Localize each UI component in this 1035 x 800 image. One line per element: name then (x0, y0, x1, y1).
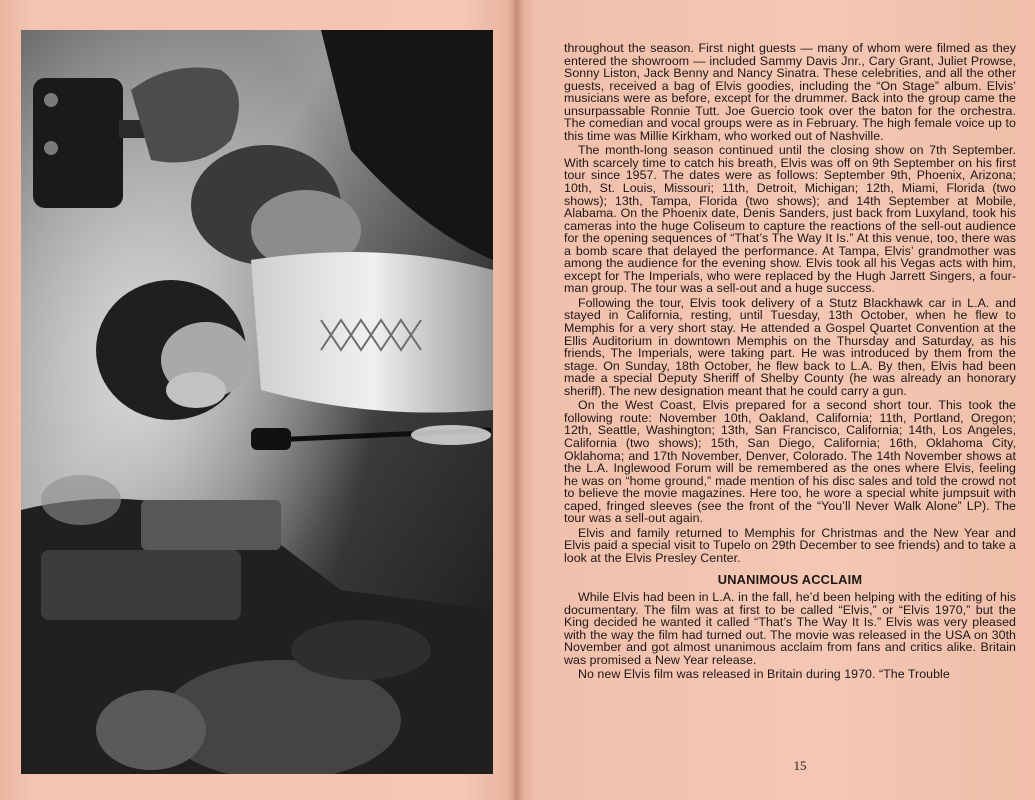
article-paragraph: On the West Coast, Elvis prepared for a second short tour. This took the following route: November 10th, Oakland, California; 11th, Portland, Oregon; 12th, Seattle, Washington; 13th, San Francisco, California; 14th, Los Angeles, California (two shows); 15th, San Diego, California; 16th, Oklahoma City, Oklahoma; and 17th November, Denver, Colorado. The 14th November shows at the L.A. Inglewood Forum will be remembered as the ones where Elvis, feeling he was on “home ground,” made mention of his disc sales and told the crowd not to believe the movie magazines. Here too, he wore a special white jumpsuit with caped, fringed sleeves (see the front of the “You’ll Never Walk Alone” LP). The tour was a sell-out again. (564, 398, 1016, 526)
section-heading: UNANIMOUS ACCLAIM (717, 572, 863, 588)
left-page (0, 0, 515, 800)
book-gutter (508, 0, 524, 800)
article-paragraph: Following the tour, Elvis took delivery of a Stutz Blackhawk car in L.A. and stayed in California, resting, until Tuesday, 13th October, when he flew to Memphis for a very short stay. He attended a Gospel Quartet Convention at the Ellis Auditorium in downtown Memphis on the Thursday and Saturday, as his friends, The Imperials, were taking part. He was introduced by them from the stage. On Sunday, 18th October, he flew back to L.A. By then, Elvis had been made a special Deputy Sheriff of Shelby County (he was already an honorary sheriff). The new designation meant that he could carry a gun. (564, 295, 1016, 398)
article-paragraph: While Elvis had been in L.A. in the fall, he’d been helping with the editing of his documentary. The film was at first to be called “Elvis,” or “Elvis 1970,” but the King decided he wanted it called “That’s The Way It Is.” Elvis was very pleased with the way the film had turned out. The movie was released in the USA on 30th November and got almost unanimous acclaim from fans and critics alike. Britain was promised a New Year release. (564, 589, 1016, 667)
article-paragraph: Elvis and family returned to Memphis for Christmas and the New Year and Elvis paid a special visit to Tupelo on 29th December to see friends) and to take a look at the Elvis Presley Center. (564, 525, 1016, 565)
article-paragraph: No new Elvis film was released in Britain during 1970. “The Trouble (578, 667, 950, 682)
article-text (564, 42, 1016, 681)
concert-photo (21, 30, 493, 774)
page-number: 15 (793, 758, 807, 773)
article-paragraph: The month-long season continued until the closing show on 7th September. With scarcely time to catch his breath, Elvis was off on 9th September on his first tour since 1957. The dates were as follows: September 9th, Phoenix, Arizona; 10th, St. Louis, Missouri; 11th, Detroit, Michigan; 12th, Miami, Florida (two shows); 13th, Tampa, Florida (two shows); and 14th September at Mobile, Alabama. On the Phoenix date, Denis Sanders, just back from Luxyland, took his cameras into the huge Coliseum to capture the reactions of the sell-out audience for the opening sequences of “That’s The Way It Is.” At this venue, too, there was a bomb scare that delayed the performance. At Tampa, Elvis’ grandmother was among the audience for the evening show. Elvis took all his Vegas acts with him, except for The Imperials, who were replaced by the Hugh Jarrett Singers, a four-man group. The tour was a sell-out and a huge success. (564, 143, 1016, 296)
concert-photo-image (21, 30, 493, 774)
article-paragraph: throughout the season. First night guests — many of whom were filmed as they entered the showroom — included Sammy Davis Jnr., Cary Grant, Juliet Prowse, Sonny Liston, Jack Benny and Nancy Sinatra. These celebrities, and all the other guests, received a bag of Elvis goodies, including the “On Stage” album. Elvis’ musicians were as before, except for the drummer. Back into the group came the unsurpassable Ronnie Tutt. Joe Guercio took over the baton for the orchestra. The comedian and vocal groups were as in February. The high female voice up to this time was Millie Kirkham, who worked out of Nashville. (564, 41, 1016, 143)
